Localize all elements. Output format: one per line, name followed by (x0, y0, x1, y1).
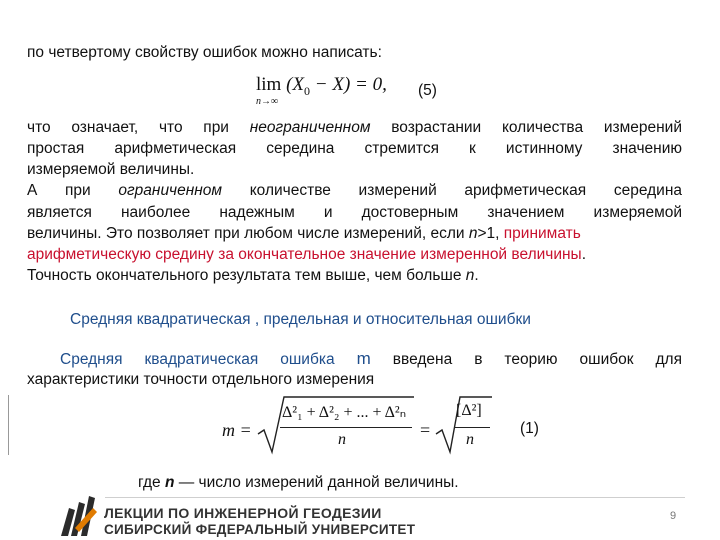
where-text: где n — число измерений данной величины. (138, 474, 459, 491)
para1-line3: измеряемой величины. (27, 161, 195, 178)
para2-line2: является наиболее надежным и достоверным значением измеряемой (27, 204, 682, 221)
margin-line (8, 395, 9, 455)
para1-line2: простая арифметическая середина стремится к истинному значению (27, 140, 682, 157)
footer-separator (105, 497, 685, 498)
formula-1-fraction-line-2 (454, 427, 490, 428)
para2-line5: Точность окончательного результата тем выше, чем больше n. (27, 267, 479, 284)
para3-line2: характеристики точности отдельного измерения (27, 371, 375, 388)
formula-5-expr: (X (286, 74, 305, 95)
lim-symbol: lim (256, 74, 282, 95)
formula-1-denominator-2: n (466, 431, 474, 448)
para1-line1: что означает, что при неограниченном возрастании количества измерений (27, 119, 682, 136)
para2-line3: величины. Это позволяет при любом числе измерений, если n>1, принимать (27, 225, 581, 242)
para3-line1: Средняя квадратическая ошибка m введена в теорию ошибок для (60, 349, 682, 368)
formula-1-numerator: Δ²₁ + Δ²₂ + ... + Δ²ₙ (282, 404, 407, 421)
formula-1-equals: = (420, 420, 431, 440)
formula-1-fraction-line (280, 427, 412, 428)
formula-1-denominator: n (338, 431, 346, 448)
footer-university-name: СИБИРСКИЙ ФЕДЕРАЛЬНЫЙ УНИВЕРСИТЕТ (104, 522, 416, 537)
intro-text: по четвертому свойству ошибок можно написать: (27, 44, 382, 61)
section-heading: Средняя квадратическая , предельная и относительная ошибки (70, 311, 531, 328)
formula-5-rest: − X) = 0, (310, 74, 387, 95)
page-number: 9 (670, 510, 677, 522)
formula-5-sub0: 0 (304, 83, 311, 98)
university-logo-icon (55, 488, 101, 538)
footer-lectures-title: ЛЕКЦИИ ПО ИНЖЕНЕРНОЙ ГЕОДЕЗИИ (104, 505, 382, 521)
formula-5-number: (5) (418, 82, 437, 99)
formula-1-number: (1) (520, 420, 539, 437)
formula-5-limit-sub: n→∞ (256, 96, 279, 107)
formula-1-m: m = (222, 420, 252, 440)
formula-1-numerator-2: [Δ²] (456, 402, 482, 419)
para2-line1: А при ограниченном количестве измерений арифметическая середина (27, 182, 683, 199)
para2-line4: арифметическую средину за окончательное значение измеренной величины. (27, 246, 587, 263)
